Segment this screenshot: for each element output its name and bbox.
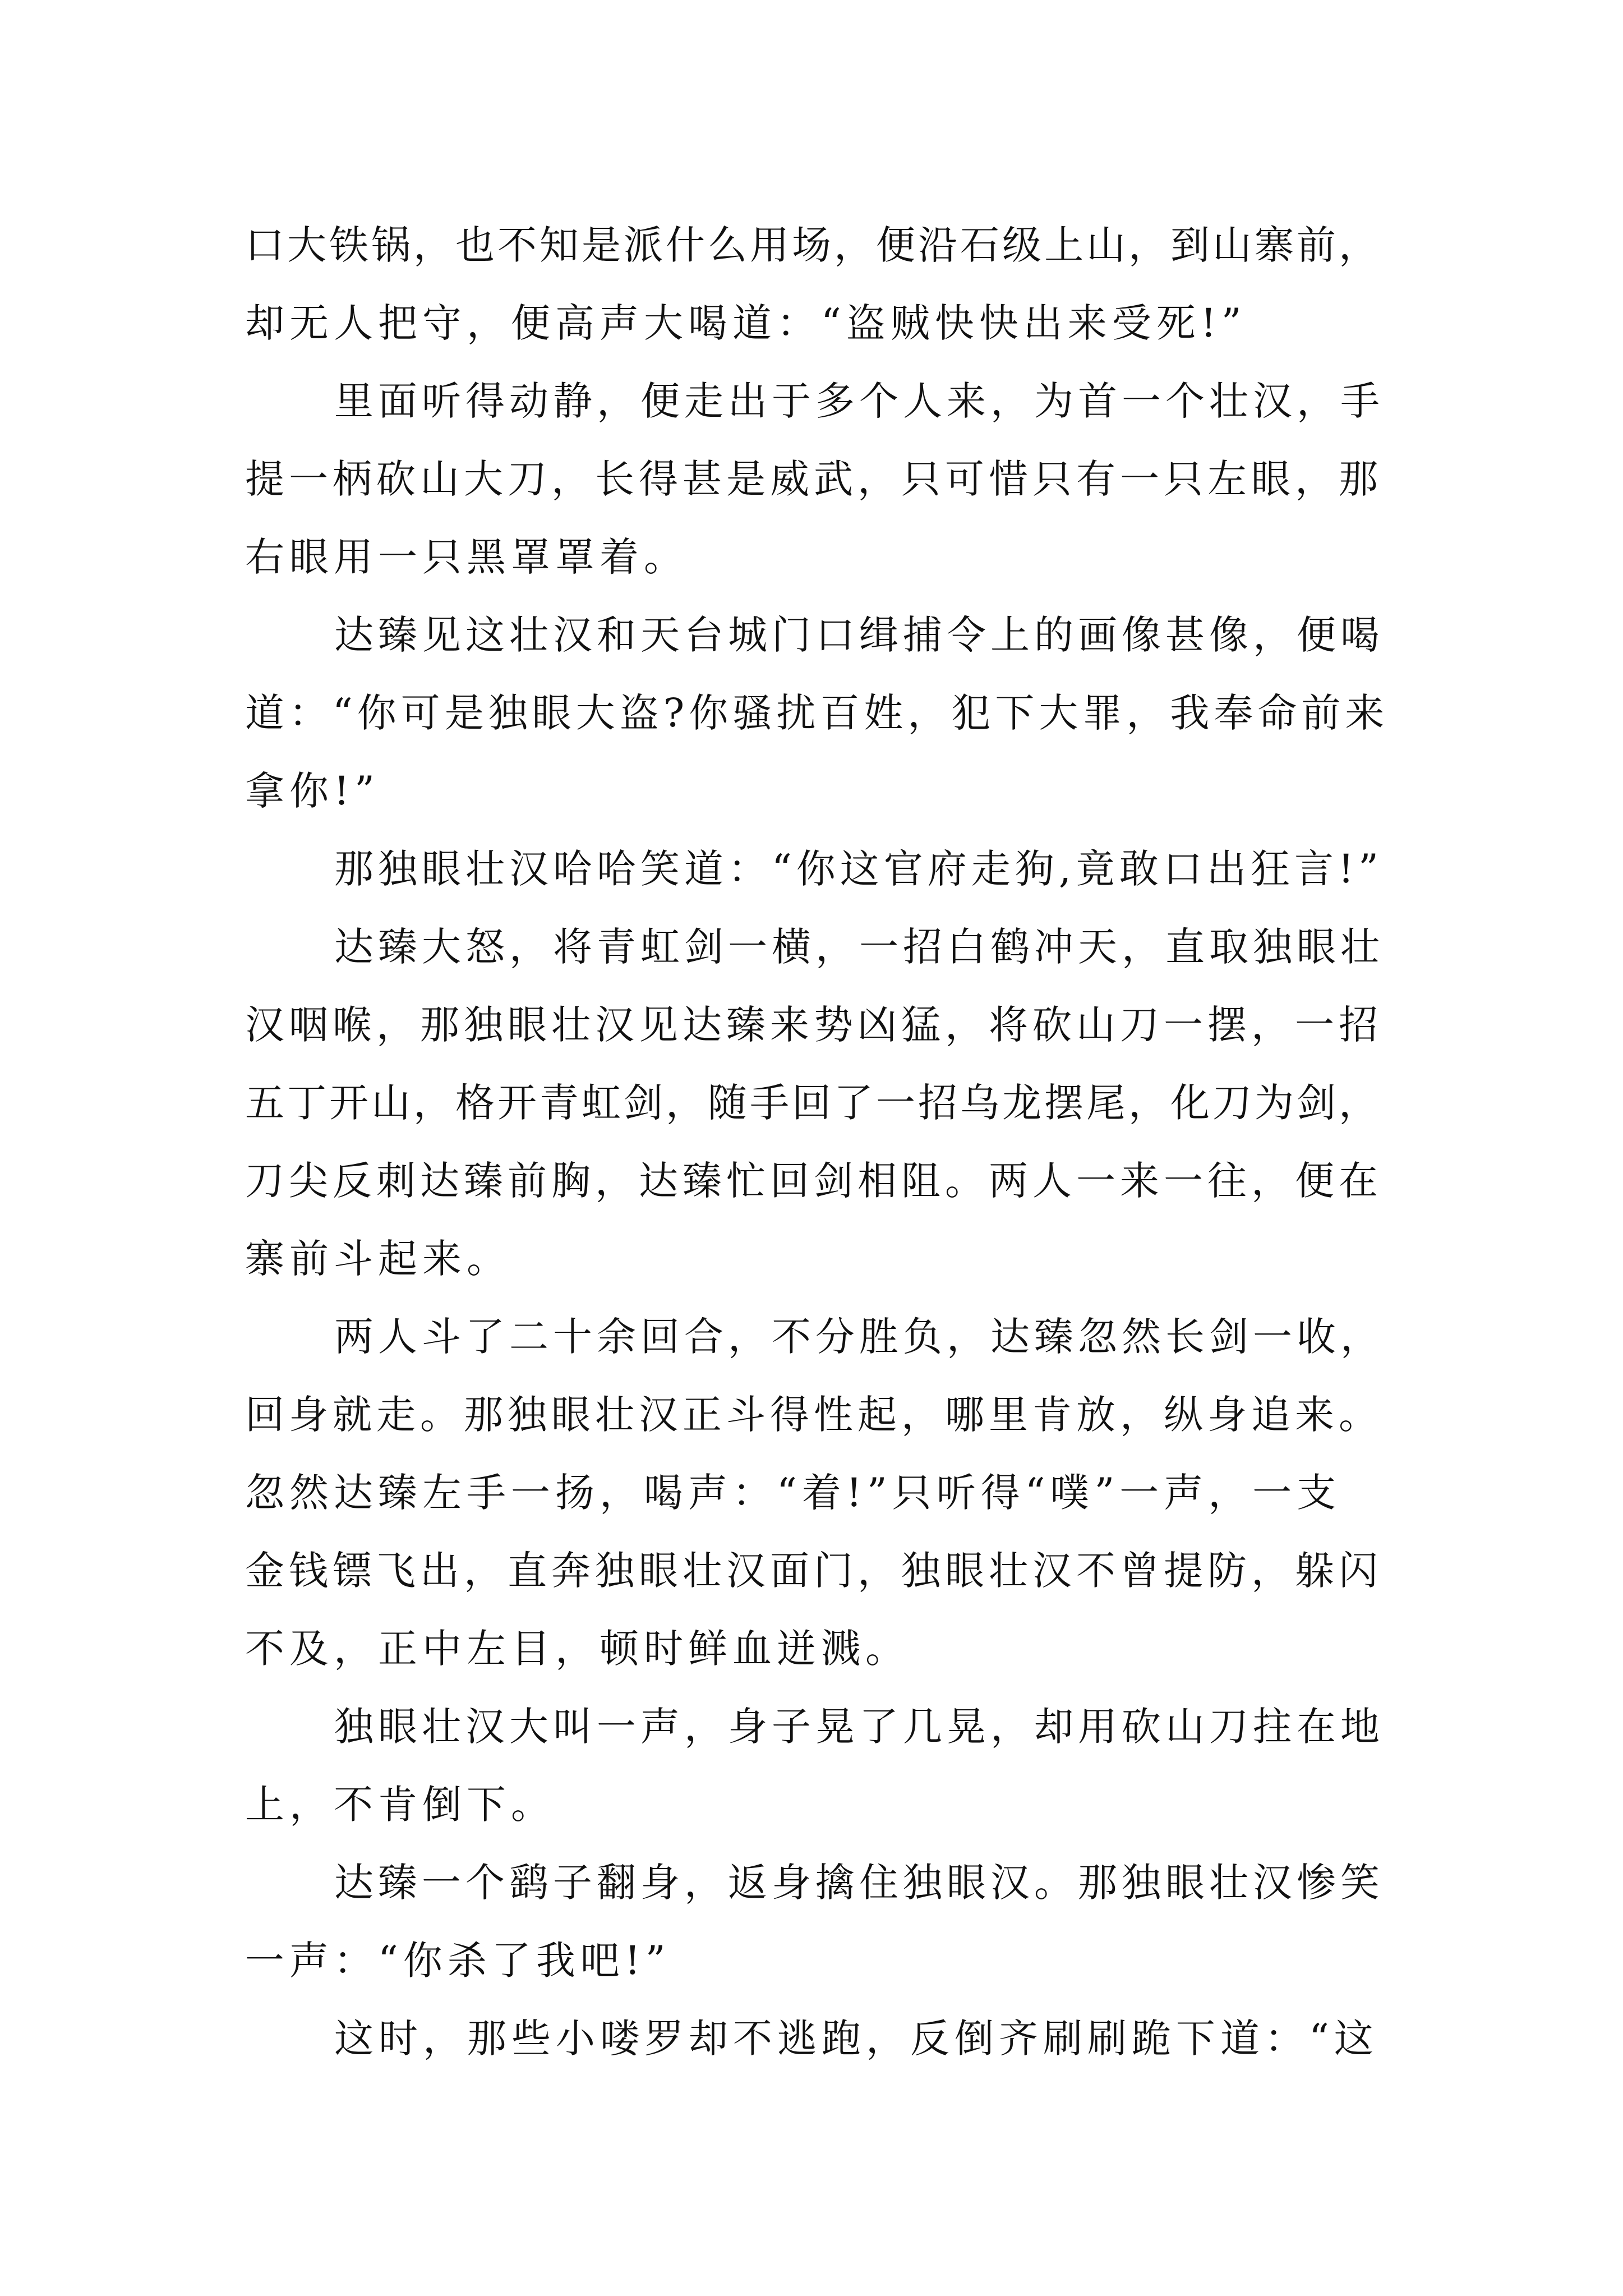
text-line: 提一柄砍山大刀，长得甚是威武，只可惜只有一只左眼，那 [245, 456, 1382, 502]
text-line: 里面听得动静，便走出于多个人来，为首一个壮汉，手 [334, 378, 1384, 424]
text-line: 汉咽喉，那独眼壮汉见达臻来势凶猛，将砍山刀一摆，一招 [245, 1002, 1382, 1048]
text-line: 五丁开山，格开青虹剑，随手回了一招乌龙摆尾，化刀为剑， [245, 1080, 1381, 1126]
text-line: 刀尖反刺达臻前胸，达臻忙回剑相阻。两人一来一往，便在 [245, 1158, 1382, 1204]
text-line: 独眼壮汉大叫一声，身子晃了几晃，却用砍山刀拄在地 [334, 1704, 1384, 1750]
text-line: 达臻大怒，将青虹剑一横，一招白鹤冲天，直取独眼壮 [334, 924, 1384, 970]
text-line: 拿你!” [245, 768, 380, 814]
text-line: 口大铁锅，也不知是派什么用场，便沿石级上山，到山寨前， [245, 222, 1381, 268]
text-line: 这时，那些小喽罗却不逃跑，反倒齐刷刷跪下道：“这 [334, 2016, 1378, 2062]
text-line: 达臻一个鹞子翻身，返身擒住独眼汉。那独眼壮汉惨笑 [334, 1860, 1384, 1906]
text-line: 金钱镖飞出，直奔独眼壮汉面门，独眼壮汉不曾提防，躲闪 [245, 1548, 1382, 1594]
text-line: 上，不肯倒下。 [245, 1782, 555, 1828]
text-line: 达臻见这壮汉和天台城门口缉捕令上的画像甚像，便喝 [334, 612, 1384, 658]
text-line: 那独眼壮汉哈哈笑道：“你这官府走狗,竟敢口出狂言!” [334, 846, 1383, 892]
text-line: 却无人把守，便高声大喝道：“盗贼快快出来受死!” [245, 300, 1247, 346]
text-line: 道：“你可是独眼大盗?你骚扰百姓，犯下大罪，我奉命前来 [245, 690, 1389, 736]
text-line: 两人斗了二十余回合，不分胜负，达臻忽然长剑一收， [334, 1314, 1384, 1360]
text-line: 寨前斗起来。 [245, 1236, 511, 1282]
text-line: 右眼用一只黑罩罩着。 [245, 534, 688, 580]
text-line: 不及，正中左目，顿时鲜血迸溅。 [245, 1626, 910, 1672]
text-line: 忽然达臻左手一扬，喝声：“着!”只听得“噗”一声，一支 [245, 1470, 1341, 1516]
text-line: 一声：“你杀了我吧!” [245, 1938, 671, 1984]
text-line: 回身就走。那独眼壮汉正斗得性起，哪里肯放，纵身追来。 [245, 1392, 1382, 1438]
